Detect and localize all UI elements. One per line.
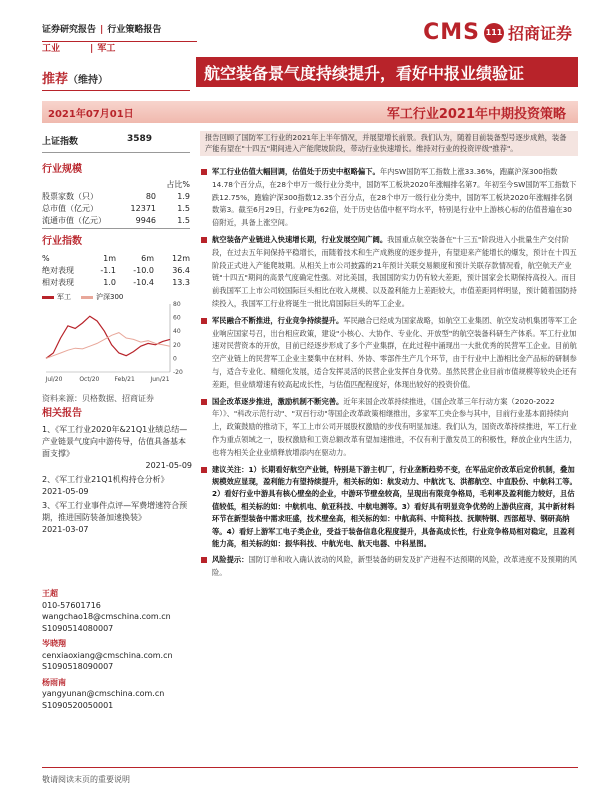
industry-size-title: 行业规模 <box>42 164 82 175</box>
list-item[interactable]: 2、《军工行业21Q1机构持仓分析》 2021-05-09 <box>42 475 169 496</box>
analyst-name: 王超 <box>42 589 58 598</box>
list-item: 航空装备产业链进入快速增长期，行业发展空间广阔。我国重点航空装备在"十三五"阶段进入小批量生产交付阶段，在过去五年间保持平稳增长，而随着技术和生产成熟度的逐步提升，有望迎来产能增长的爆发，预计在十四五阶段正式进入产能爬坡期。从相关上市公司披露的21年预计关联交易额度和预计关联存款情况看，航空航天产业链"十四五"期间的高景气度确定性强。对比美国，我国国防实力仍有较大差距，预计国家会长期保持高投入。而目前我国军工上市公司较国际巨头相比在收入规模、以及盈利能力上差距较大，市值差距同样明显，预计随着国防持续投入，我国军工行业将诞生一批比肩国际巨头的军工企业。 <box>200 234 578 311</box>
legend-label: 沪深300 <box>96 293 124 301</box>
y-tick-label: 40 <box>173 328 181 336</box>
y-tick-label: -20 <box>173 369 183 376</box>
list-item[interactable]: 1、《军工行业2020年&21Q1业绩总结—产业链景气度向中游传导，估值具备基本面支撑》 2021-05-09 <box>42 425 192 470</box>
source-note: 资料来源：贝格数据、招商证券 <box>42 394 154 403</box>
analysts <box>42 588 192 711</box>
performance-chart <box>42 300 192 386</box>
bullet-square-icon <box>201 169 207 175</box>
report-title: 军工行业2021年中期投资策略 <box>386 106 566 122</box>
legend-label: 军工 <box>57 293 71 301</box>
analyst-email[interactable]: yangyunan@cmschina.com.cn <box>42 689 165 698</box>
analyst-license: S1090518090007 <box>42 662 114 671</box>
rating-divider <box>42 90 190 91</box>
table-row: 绝对表现 -1.1 -10.0 36.4 <box>42 265 190 275</box>
logo-cn: 招商证券 <box>507 24 572 43</box>
index-value: 3589 <box>126 134 152 144</box>
footer-divider <box>42 767 578 768</box>
report-header-meta <box>42 22 161 54</box>
x-tick-label: Feb/21 <box>114 376 135 383</box>
divider <box>42 228 190 229</box>
list-item[interactable]: 3、《军工行业事件点评—军费增速符合预期，推进国防装备加速换装》 2021-03-07 <box>42 501 188 534</box>
bullet-square-icon <box>201 399 207 405</box>
cms-logo <box>423 20 572 45</box>
table-row: 股票家数（只） 80 1.9 <box>42 191 190 201</box>
analyst-email[interactable]: cenxiaoxiang@cmschina.com.cn <box>42 650 173 660</box>
list-item: 军工行业估值大幅回调，估值处于历史中枢略偏下。年内SW国防军工指数上涨33.36%，跑赢沪深300指数14.78个百分点，在28个申万一级行业分类中，国防军工板块2020年涨幅排名第7。年初至今SW国防军工指数下跌12.75%，跑输沪深300指数12.35个百分点，在28个申万一级行业分类中，国防军工板块2020年涨幅排名倒数第3。截至6月29日，行业PE为62倍，处于历史估值中枢平均水平，特别是行业中上游核心标的估值普遍在30倍附近，具备上涨空间。 <box>200 166 578 230</box>
report-type: 证券研究报告 <box>42 25 97 35</box>
report-date: 2021年07月01日 <box>48 108 134 120</box>
list-item: 建议关注：1）长期看好航空产业链，特别是下游主机厂，行业垄断趋势不变，在军品定价改革后定价机制，叠加规模效应显现，盈利能力有望持续提升，相关标的如：航发动力、中航沈飞、洪都航空、中直股份、中航科工等。2）看好行业中游具有核心壁垒的企业，中游环节壁垒较高，呈现出有限竞争格局，毛利率及盈利能力较好，且估值较低，相关标的如：中航机电、航亚科技、中航电测等。3）看好具有明显竞争优势的上游供应商，其中新材料环节在新型装备中需求旺盛，技术壁垒高，相关标的如：中航高科、中简科技、抚顺特钢、西部超导、钢研高纳等。4）看好上游军工电子类企业，受益于装备信息化程度提升，具备高成长性，行业竞争格局相对稳定，且盈利能力高，相关标的如：振华科技、中航光电、航天电器、中科星图。 <box>200 464 578 551</box>
analyst-license: S1090514080007 <box>42 623 114 633</box>
bullet-square-icon <box>201 557 207 563</box>
related-reports <box>42 408 192 536</box>
bullet-square-icon <box>201 467 207 473</box>
headline: 航空装备景气度持续提升，看好中报业绩验证 <box>204 63 525 83</box>
headline-banner <box>196 57 578 87</box>
table-row: 流通市值（亿元） 9946 1.5 <box>42 215 190 225</box>
summary-box: 报告回顾了国防军工行业的2021年上半年情况，并展望增长前景。我们认为，随着目前装备型号逐步成熟，装备产能有望在"十四五"期间进入产能爬坡阶段，带动行业快速增长。维持对行业的投资评级"推荐"。 <box>200 131 578 156</box>
x-tick-label: Oct/20 <box>79 376 100 383</box>
bullet-square-icon <box>201 318 207 324</box>
logo-seal-icon: 111 <box>484 23 504 43</box>
rating <box>42 68 108 87</box>
table-row: 总市值（亿元） 12371 1.5 <box>42 203 190 213</box>
report-category: 行业策略报告 <box>107 25 162 35</box>
x-tick-label: Jun/21 <box>150 376 170 383</box>
related-title: 相关报告 <box>42 408 82 419</box>
industry-size-table <box>42 178 190 226</box>
performance-table: % 1m 6m 12m 绝对表现 -1.1 -10.0 36.4 相对表现 1.0 -10.4 13.3 <box>42 253 190 287</box>
header-separator-2: | <box>90 44 94 54</box>
analyst-email[interactable]: wangchao18@cmschina.com.cn <box>42 612 171 621</box>
analyst-name: 杨雨南 <box>42 677 66 687</box>
header-separator: | <box>100 25 104 35</box>
table-row: 相对表现 1.0 -10.4 13.3 <box>42 277 190 287</box>
performance-section <box>42 232 190 247</box>
x-tick-label: Jul/20 <box>45 376 63 383</box>
performance-title: 行业指数 <box>42 236 82 247</box>
y-tick-label: 0 <box>173 355 177 363</box>
date-title-bar <box>42 101 578 123</box>
rating-note: （维持） <box>68 75 109 86</box>
index-label: 上证指数 <box>42 137 79 147</box>
sub-industry-label: 军工 <box>97 44 116 54</box>
pct-header: 占比% <box>166 179 190 189</box>
list-item: 风险提示：国防订单和收入确认波动的风险，新型装备的研发及扩产进程不达预期的风险，改革进度不及预期的风险。 <box>200 554 578 580</box>
list-item: 军民融合不断推进，行业竞争持续提升。军民融合已经成为国家战略，如航空工业集团、航空发动机集团等军工企业响应国家号召，出台相应政策，建设"小核心、大协作、专业化、开放型"的航空装备科研生产体系。军工行业加速对民营资本的开放，目前已经逐步形成了多个产业集群，在此过程中涌现出一大批优秀的民营军工企业。目前航空产业链上的民营军工企业主要集中在材料、外协、零部件生产几个环节，由于行业中上游相比金产品标的研制参与，适合专业化、精细化发展，适合发挥灵活的民营企业发挥自身优势。虽然民营企业目前市值规模等较央企还有差距，但业绩增速有较高起成长性，与估值匹配程度好，体现出较好的投资价值。 <box>200 315 578 392</box>
analyst-name: 岑晓翔 <box>42 639 66 648</box>
index-row <box>42 134 190 147</box>
analyst-phone: 010-57601716 <box>42 600 101 610</box>
industry-label: 工业 <box>42 44 61 54</box>
series-line-1 <box>46 333 170 359</box>
y-tick-label: 60 <box>173 314 181 322</box>
legend-swatch-military <box>42 296 54 299</box>
header-divider <box>42 41 197 42</box>
legend-swatch-hs300 <box>81 296 93 299</box>
list-item: 国企改革逐步推进，激励机制不断完善。近年来国企改革持续推进，《国企改革三年行动方案（2020-2022年）》、"科改示范行动"、"双百行动"等国企改革政策相继推出，多家军工央企参与其中，目前行业基本面持续向上，政策鼓励的推动下，军工上市公司开展股权激励的步伐有明显加速。我们认为，国资改革持续推进，军工行业作为重点领域之一，股权激励和工资总额改革有望加速推进，不仅有利于激发员工的积极性，释放企业内生活力，也将为相关企业业绩释放增添内在驱动力。 <box>200 396 578 460</box>
logo-text: CMS <box>423 20 480 45</box>
industry-size-section <box>42 160 190 226</box>
analyst-license: S1090520050001 <box>42 700 114 710</box>
rating-label: 推荐 <box>42 72 69 87</box>
key-points <box>200 166 578 584</box>
bullet-square-icon <box>201 237 207 243</box>
divider <box>42 152 190 153</box>
y-tick-label: 20 <box>173 341 181 349</box>
y-tick-label: 80 <box>173 301 181 308</box>
footer-note: 敬请阅读末页的重要说明 <box>42 775 130 784</box>
